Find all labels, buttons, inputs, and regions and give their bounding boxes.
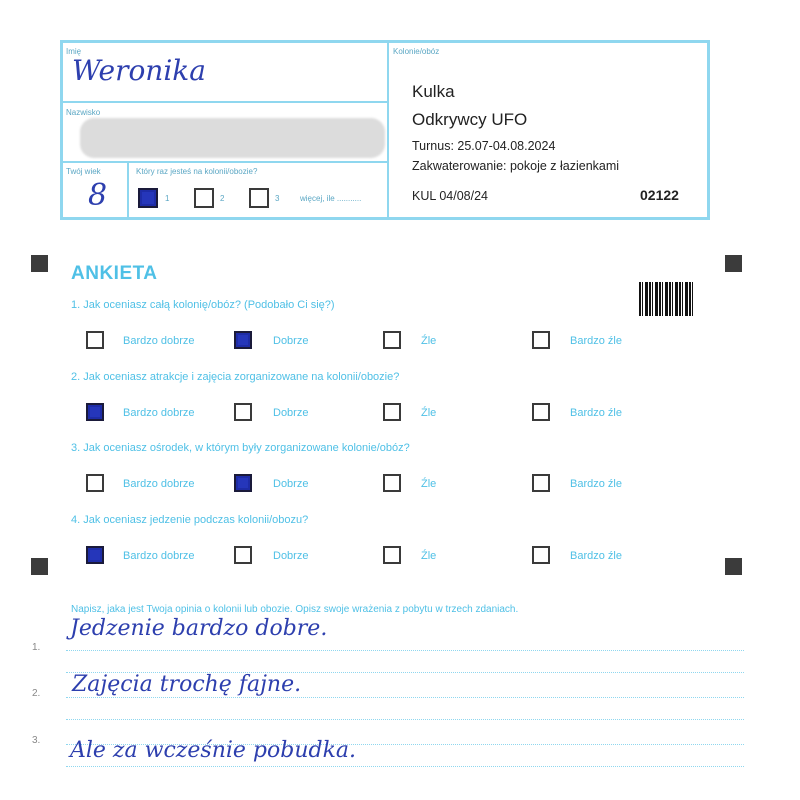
q3-option-zle: Źle [421, 478, 437, 490]
registration-marker-br [725, 558, 742, 575]
q3-checkbox-dobrze[interactable] [234, 474, 252, 492]
q3-option-bardzo-zle: Bardzo źle [570, 478, 622, 490]
q2-checkbox-zle[interactable] [383, 403, 401, 421]
writing-line-3b [66, 766, 744, 767]
ktory-raz-checkbox-3[interactable] [249, 188, 269, 208]
q3-checkbox-zle[interactable] [383, 474, 401, 492]
answer-line-3[interactable]: Ale za wcześnie pobudka. [70, 738, 357, 763]
registration-marker-tl [31, 255, 48, 272]
ktory-raz-option-2: 2 [220, 194, 225, 203]
ktory-raz-checkbox-2[interactable] [194, 188, 214, 208]
writing-line-2a [66, 697, 744, 698]
q3-checkbox-bardzo-zle[interactable] [532, 474, 550, 492]
imie-value[interactable]: Weronika [72, 54, 206, 87]
code-left: KUL 04/08/24 [412, 189, 488, 203]
q4-checkbox-dobrze[interactable] [234, 546, 252, 564]
line-number-1: 1. [32, 642, 41, 653]
q1-checkbox-bardzo-dobrze[interactable] [86, 331, 104, 349]
q1-option-dobrze: Dobrze [273, 335, 309, 347]
q2-checkbox-bardzo-dobrze[interactable] [86, 403, 104, 421]
q4-option-bardzo-dobrze: Bardzo dobrze [123, 550, 195, 562]
registration-marker-tr [725, 255, 742, 272]
ktory-raz-checkbox-1[interactable] [138, 188, 158, 208]
q1-checkbox-dobrze[interactable] [234, 331, 252, 349]
q3-checkbox-bardzo-dobrze[interactable] [86, 474, 104, 492]
redacted-surname [80, 118, 385, 158]
line-number-2: 2. [32, 688, 41, 699]
opinion-prompt: Napisz, jaka jest Twoja opinia o kolonii lub obozie. Opisz swoje wrażenia z pobytu w trzech zdaniach. [71, 604, 519, 615]
kolonie-label: Kolonie/obóz [393, 47, 440, 56]
q1-checkbox-bardzo-zle[interactable] [532, 331, 550, 349]
q4-checkbox-bardzo-zle[interactable] [532, 546, 550, 564]
turnus: Turnus: 25.07-04.08.2024 [412, 139, 556, 153]
q4-option-dobrze: Dobrze [273, 550, 309, 562]
barcode [639, 282, 693, 316]
q3-option-bardzo-dobrze: Bardzo dobrze [123, 478, 195, 490]
registration-marker-bl [31, 558, 48, 575]
question-3: 3. Jak oceniasz ośrodek, w którym były zorganizowane kolonie/obóz? [71, 442, 410, 454]
q1-option-zle: Źle [421, 335, 437, 347]
q2-checkbox-dobrze[interactable] [234, 403, 252, 421]
q4-checkbox-bardzo-dobrze[interactable] [86, 546, 104, 564]
camp-theme: Odkrywcy UFO [412, 110, 528, 129]
answer-line-1[interactable]: Jedzenie bardzo dobre. [70, 616, 328, 641]
line-number-3: 3. [32, 735, 41, 746]
q2-option-dobrze: Dobrze [273, 407, 309, 419]
q1-option-bardzo-zle: Bardzo źle [570, 335, 622, 347]
q2-option-bardzo-dobrze: Bardzo dobrze [123, 407, 195, 419]
q1-option-bardzo-dobrze: Bardzo dobrze [123, 335, 195, 347]
ktory-raz-option-more: więcej, ile ........... [300, 194, 362, 203]
code-right: 02122 [640, 187, 679, 203]
zakwaterowanie: Zakwaterowanie: pokoje z łazienkami [412, 159, 620, 173]
writing-line-2b [66, 719, 744, 720]
q4-option-bardzo-zle: Bardzo źle [570, 550, 622, 562]
question-2: 2. Jak oceniasz atrakcje i zajęcia zorganizowane na kolonii/obozie? [71, 371, 400, 383]
wiek-label: Twój wiek [66, 167, 101, 176]
answer-line-2[interactable]: Zajęcia trochę fajne. [72, 672, 302, 697]
q2-option-bardzo-zle: Bardzo źle [570, 407, 622, 419]
ktory-raz-label: Który raz jesteś na kolonii/obozie? [136, 167, 258, 176]
writing-line-1a [66, 650, 744, 651]
q3-option-dobrze: Dobrze [273, 478, 309, 490]
ktory-raz-option-1: 1 [165, 194, 170, 203]
imie-label: Imię [66, 47, 82, 56]
q1-checkbox-zle[interactable] [383, 331, 401, 349]
nazwisko-label: Nazwisko [66, 108, 101, 117]
q4-checkbox-zle[interactable] [383, 546, 401, 564]
q2-checkbox-bardzo-zle[interactable] [532, 403, 550, 421]
q4-option-zle: Źle [421, 550, 437, 562]
wiek-value[interactable]: 8 [88, 178, 108, 213]
survey-title: ANKIETA [71, 263, 158, 284]
q2-option-zle: Źle [421, 407, 437, 419]
question-4: 4. Jak oceniasz jedzenie podczas kolonii/obozu? [71, 514, 309, 526]
ktory-raz-option-3: 3 [275, 194, 280, 203]
camp-name: Kulka [412, 82, 455, 101]
question-1: 1. Jak oceniasz całą kolonię/obóz? (Podobało Ci się?) [71, 299, 335, 311]
